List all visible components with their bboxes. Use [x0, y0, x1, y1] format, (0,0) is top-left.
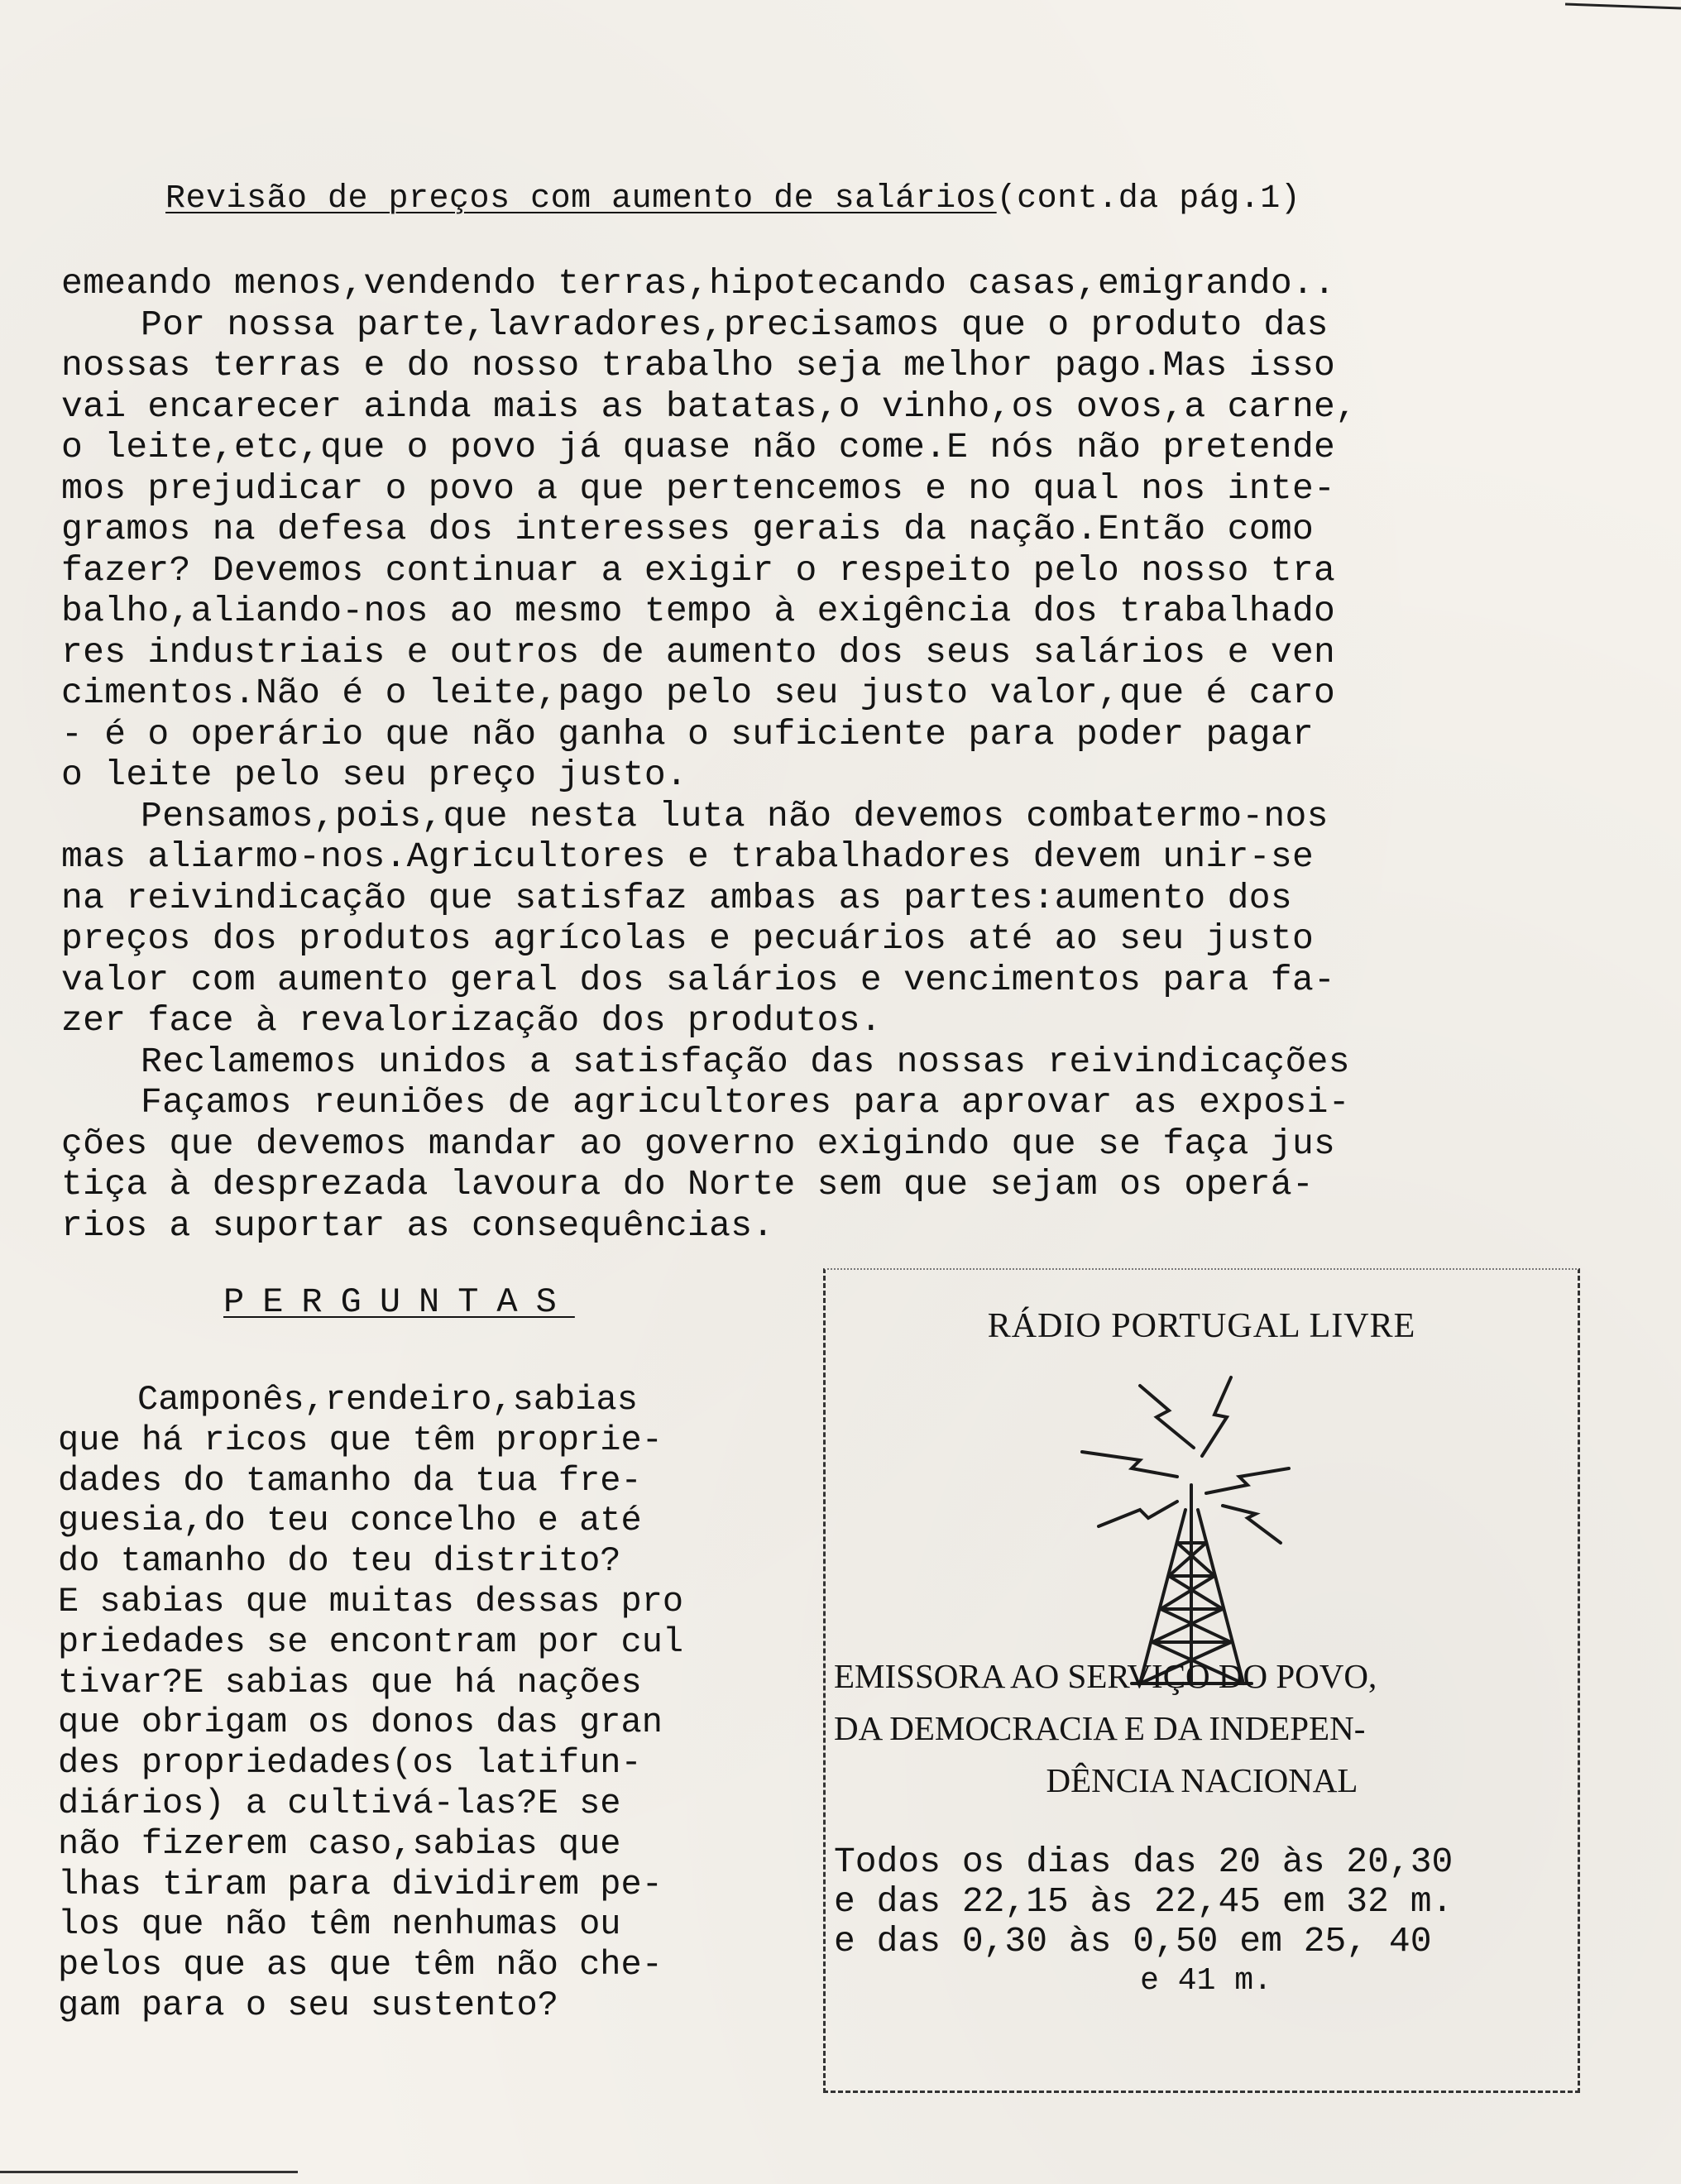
article-body	[61, 263, 1583, 1246]
article-line: emeando menos,vendendo terras,hipotecando casas,emigrando..	[61, 263, 1336, 304]
article-line: ções que devemos mandar ao governo exigindo que se faça jus	[61, 1123, 1336, 1164]
article-line: tiça à desprezada lavoura do Norte sem que sejam os operá-	[61, 1164, 1315, 1205]
radio-desc-line: EMISSORA AO SERVIÇO DO POVO,	[834, 1657, 1377, 1695]
perguntas-column	[58, 1282, 802, 2026]
bottom-rule	[0, 2171, 298, 2173]
corner-mark	[1565, 3, 1681, 10]
article-line: vai encarecer ainda mais as batatas,o vinho,os ovos,a carne,	[61, 386, 1358, 427]
perguntas-line: priedades se encontram por cul	[58, 1621, 684, 1662]
article-line: Reclamemos unidos a satisfação das nossas reivindicações	[141, 1041, 1350, 1082]
article-line: zer face à revalorização dos produtos.	[61, 1000, 882, 1041]
page-continuation: (cont.da pág.1)	[996, 180, 1301, 218]
article-line: mos prejudicar o povo a que pertencemos e no qual nos inte-	[61, 467, 1336, 509]
article-title: Revisão de preços com aumento de salários	[165, 180, 997, 218]
article-line: o leite,etc,que o povo já quase não come.E nós não pretende	[61, 427, 1336, 467]
perguntas-line: E sabias que muitas dessas pro	[58, 1581, 684, 1621]
article-line: mas aliarmo-nos.Agricultores e trabalhadores devem unir-se	[61, 836, 1315, 877]
article-line: na reivindicação que satisfaz ambas as partes:aumento dos	[61, 877, 1292, 918]
perguntas-body	[58, 1380, 802, 2026]
perguntas-line: gam para o seu sustento?	[58, 1985, 558, 2025]
perguntas-line: tivar?E sabias que há nações	[58, 1662, 642, 1703]
perguntas-line: dades do tamanho da tua fre-	[58, 1460, 642, 1501]
perguntas-line: não fizerem caso,sabias que	[58, 1823, 621, 1864]
perguntas-line: pelos que as que têm não che-	[58, 1945, 663, 1985]
perguntas-line: do tamanho do teu distrito?	[58, 1541, 621, 1582]
article-line: - é o operário que não ganha o suficiente para poder pagar	[61, 713, 1315, 754]
perguntas-title: PERGUNTAS	[223, 1282, 575, 1322]
perguntas-line: Camponês,rendeiro,sabias	[137, 1380, 638, 1420]
perguntas-line: diários) a cultivá-las?E se	[58, 1783, 621, 1823]
article-line: Pensamos,pois,que nesta luta não devemos combatermo-nos	[141, 795, 1329, 836]
article-line: res industriais e outros de aumento dos seus salários e ven	[61, 631, 1336, 673]
radio-sched-line: Todos os dias das 20 às 20,30	[834, 1842, 1454, 1882]
perguntas-line: que obrigam os donos das gran	[58, 1703, 663, 1743]
article-line: balho,aliando-nos ao mesmo tempo à exigência dos trabalhado	[61, 591, 1336, 631]
radio-schedule	[834, 1842, 1578, 2001]
radio-sched-line: e das 22,15 às 22,45 em 32 m.	[834, 1881, 1454, 1922]
article-line: valor com aumento geral dos salários e vencimentos para fa-	[61, 959, 1336, 1000]
perguntas-line: guesia,do teu concelho e até	[58, 1501, 642, 1541]
article-line: cimentos.Não é o leite,pago pelo seu justo valor,que é caro	[61, 673, 1336, 713]
radio-title: RÁDIO PORTUGAL LIVRE	[987, 1307, 1416, 1345]
radio-box	[823, 1268, 1580, 2093]
article-line: preços dos produtos agrícolas e pecuários até ao seu justo	[61, 918, 1315, 959]
article-line: Por nossa parte,lavradores,precisamos que o produto das	[141, 304, 1329, 345]
article-line: fazer? Devemos continuar a exigir o respeito pelo nosso tra	[61, 549, 1336, 591]
radio-desc-line: DÊNCIA NACIONAL	[1046, 1761, 1358, 1799]
article-line: gramos na defesa dos interesses gerais da nação.Então como	[61, 509, 1315, 549]
perguntas-line: los que não têm nenhumas ou	[58, 1904, 621, 1945]
article-line: nossas terras e do nosso trabalho seja melhor pago.Mas isso	[61, 345, 1336, 386]
article-line: Façamos reuniões de agricultores para aprovar as exposi-	[141, 1082, 1350, 1123]
perguntas-line: que há ricos que têm proprie-	[58, 1420, 663, 1460]
radio-sched-line: e das 0,30 às 0,50 em 25, 40	[834, 1921, 1432, 1961]
article-line: o leite pelo seu preço justo.	[61, 754, 688, 795]
radio-description	[834, 1650, 1570, 1807]
article-line: rios a suportar as consequências.	[61, 1205, 774, 1246]
radio-sched-line: e 41 m.	[1140, 1963, 1272, 1999]
perguntas-line: des propriedades(os latifun-	[58, 1743, 642, 1784]
perguntas-line: lhas tiram para dividirem pe-	[58, 1864, 663, 1904]
radio-desc-line: DA DEMOCRACIA E DA INDEPEN-	[834, 1709, 1366, 1747]
article-heading	[165, 179, 1588, 220]
radio-tower-icon	[1016, 1353, 1363, 1700]
